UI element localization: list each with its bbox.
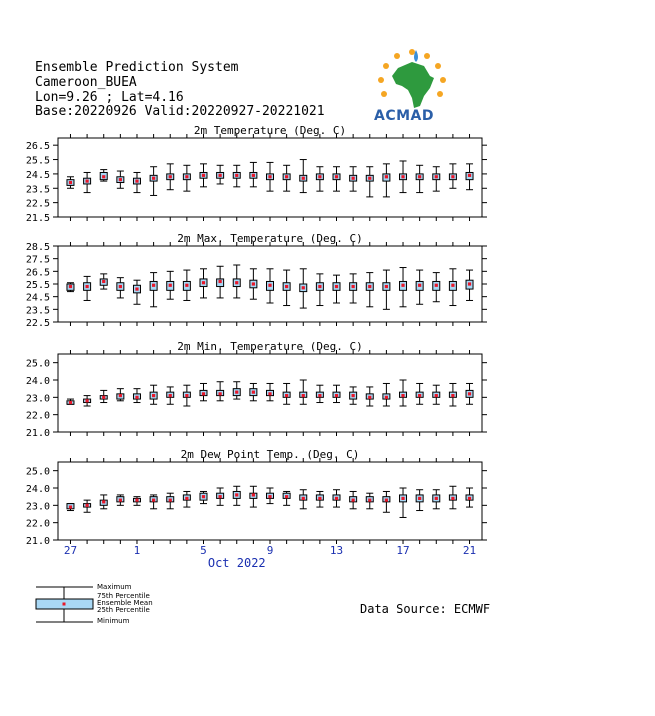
legend: [36, 583, 153, 625]
mean-marker: [152, 177, 155, 180]
mean-marker: [335, 175, 338, 178]
header-location: Cameroon_BUEA: [35, 75, 137, 90]
mean-marker: [169, 394, 172, 397]
mean-marker: [318, 175, 321, 178]
x-tick-label: 27: [63, 544, 78, 557]
x-tick-label: 13: [329, 544, 344, 557]
mean-marker: [335, 394, 338, 397]
mean-marker: [302, 286, 305, 289]
panel-title: 2m Dew Point Temp. (Deg. C): [180, 448, 360, 461]
mean-marker: [401, 497, 404, 500]
mean-marker: [169, 499, 172, 502]
mean-marker: [119, 285, 122, 288]
mean-marker: [102, 500, 105, 503]
mean-marker: [385, 175, 388, 178]
y-tick-label: 27.5: [25, 254, 50, 266]
mean-marker: [451, 284, 454, 287]
y-tick-label: 23.5: [25, 305, 50, 317]
mean-marker: [219, 392, 222, 395]
mean-marker: [252, 493, 255, 496]
mean-marker: [169, 175, 172, 178]
y-tick-label: 23.5: [25, 184, 50, 196]
y-tick-label: 21.0: [25, 428, 50, 439]
mean-marker: [268, 392, 271, 395]
mean-marker: [435, 175, 438, 178]
header-coordinates: Lon=9.26 ; Lat=4.16: [35, 90, 184, 105]
mean-marker: [235, 391, 238, 394]
mean-marker: [368, 396, 371, 399]
mean-marker: [135, 287, 138, 290]
y-tick-label: 24.0: [25, 376, 50, 387]
panel-title: 2m Min. Temperature (Deg. C): [177, 340, 363, 353]
mean-marker: [169, 284, 172, 287]
y-tick-label: 25.0: [25, 466, 50, 478]
y-tick-label: 25.5: [25, 155, 50, 167]
mean-marker: [69, 181, 72, 184]
mean-marker: [318, 285, 321, 288]
y-tick-label: 23.0: [25, 501, 50, 513]
mean-marker: [185, 394, 188, 397]
mean-marker: [202, 495, 205, 498]
header-title: Ensemble Prediction System: [35, 60, 239, 75]
mean-marker: [451, 175, 454, 178]
mean-marker: [468, 392, 471, 395]
mean-marker: [252, 174, 255, 177]
chart-panel-4: [26, 448, 487, 570]
mean-marker: [268, 495, 271, 498]
y-tick-label: 21.5: [25, 213, 50, 224]
y-tick-label: 22.5: [25, 318, 50, 329]
mean-marker: [69, 401, 72, 404]
y-tick-label: 22.0: [25, 518, 50, 530]
mean-marker: [252, 282, 255, 285]
y-tick-label: 25.0: [25, 358, 50, 370]
mean-marker: [302, 394, 305, 397]
mean-marker: [69, 505, 72, 508]
mean-marker: [135, 179, 138, 182]
y-tick-label: 22.5: [25, 198, 50, 210]
mean-marker: [235, 281, 238, 284]
mean-marker: [318, 394, 321, 397]
mean-marker: [85, 504, 88, 507]
panel-title: 2m Temperature (Deg. C): [193, 124, 347, 137]
mean-marker: [451, 394, 454, 397]
mean-marker: [219, 280, 222, 283]
x-tick-label: 1: [133, 544, 141, 557]
panel-title: 2m Max. Temperature (Deg. C): [177, 232, 363, 245]
y-tick-label: 21.0: [25, 536, 50, 547]
x-axis-label: Oct 2022: [207, 556, 266, 570]
mean-marker: [285, 285, 288, 288]
mean-marker: [152, 284, 155, 287]
mean-marker: [368, 499, 371, 502]
mean-marker: [235, 174, 238, 177]
mean-marker: [368, 177, 371, 180]
legend-label-mean: Ensemble Mean: [97, 599, 153, 607]
y-tick-label: 24.5: [25, 169, 50, 181]
mean-marker: [119, 178, 122, 181]
mean-marker: [418, 394, 421, 397]
y-tick-label: 26.5: [25, 267, 50, 279]
mean-marker: [451, 497, 454, 500]
chart-panel-1: [26, 124, 487, 224]
x-tick-label: 5: [200, 544, 207, 557]
mean-marker: [85, 285, 88, 288]
mean-marker: [401, 175, 404, 178]
mean-marker: [135, 499, 138, 502]
legend-label-75th: 75th Percentile: [97, 592, 150, 600]
mean-marker: [185, 175, 188, 178]
mean-marker: [318, 497, 321, 500]
chart-panel-3: [26, 340, 487, 439]
mean-marker: [468, 174, 471, 177]
mean-marker: [285, 394, 288, 397]
mean-marker: [435, 497, 438, 500]
mean-marker: [85, 399, 88, 402]
mean-marker: [352, 499, 355, 502]
mean-marker: [119, 394, 122, 397]
mean-marker: [185, 284, 188, 287]
mean-marker: [435, 284, 438, 287]
mean-marker: [285, 175, 288, 178]
mean-marker: [468, 497, 471, 500]
mean-marker: [219, 495, 222, 498]
mean-marker: [418, 175, 421, 178]
y-tick-label: 24.0: [25, 484, 50, 495]
header-validity: Base:20220926 Valid:20220927-20221021: [35, 104, 325, 119]
mean-marker: [418, 497, 421, 500]
mean-marker: [152, 394, 155, 397]
mean-marker: [352, 285, 355, 288]
mean-marker: [102, 396, 105, 399]
mean-marker: [102, 175, 105, 178]
legend-mean-marker: [63, 603, 66, 606]
mean-marker: [235, 493, 238, 496]
mean-marker: [119, 499, 122, 502]
y-tick-label: 28.5: [25, 242, 50, 253]
mean-marker: [385, 396, 388, 399]
mean-marker: [268, 284, 271, 287]
mean-marker: [335, 285, 338, 288]
mean-marker: [352, 394, 355, 397]
mean-marker: [401, 394, 404, 397]
chart-panel-2: [26, 232, 487, 329]
mean-marker: [385, 285, 388, 288]
mean-marker: [219, 174, 222, 177]
mean-marker: [152, 499, 155, 502]
y-tick-label: 23.0: [25, 393, 50, 405]
x-tick-label: 17: [396, 544, 410, 557]
x-tick-label: 21: [462, 544, 477, 557]
mean-marker: [302, 177, 305, 180]
y-tick-label: 24.5: [25, 292, 50, 304]
acmad-logo-text: ACMAD: [374, 108, 434, 124]
mean-marker: [401, 284, 404, 287]
mean-marker: [302, 497, 305, 500]
x-tick-label: 9: [266, 544, 274, 557]
legend-label-minimum: Minimum: [97, 617, 130, 625]
mean-marker: [69, 285, 72, 288]
mean-marker: [135, 396, 138, 399]
mean-marker: [202, 281, 205, 284]
mean-marker: [418, 284, 421, 287]
mean-marker: [252, 391, 255, 394]
y-tick-label: 25.5: [25, 280, 50, 291]
mean-marker: [335, 497, 338, 500]
mean-marker: [102, 280, 105, 283]
mean-marker: [202, 392, 205, 395]
mean-marker: [435, 394, 438, 397]
mean-marker: [285, 495, 288, 498]
data-source: Data Source: ECMWF: [360, 602, 491, 616]
y-tick-label: 22.0: [25, 410, 50, 422]
legend-label-maximum: Maximum: [97, 583, 132, 591]
mean-marker: [468, 282, 471, 285]
mean-marker: [268, 175, 271, 178]
mean-marker: [202, 174, 205, 177]
mean-marker: [352, 177, 355, 180]
y-tick-label: 26.5: [25, 141, 50, 153]
mean-marker: [368, 285, 371, 288]
mean-marker: [185, 497, 188, 500]
legend-label-25th: 25th Percentile: [97, 606, 150, 614]
mean-marker: [85, 179, 88, 182]
mean-marker: [385, 499, 388, 502]
